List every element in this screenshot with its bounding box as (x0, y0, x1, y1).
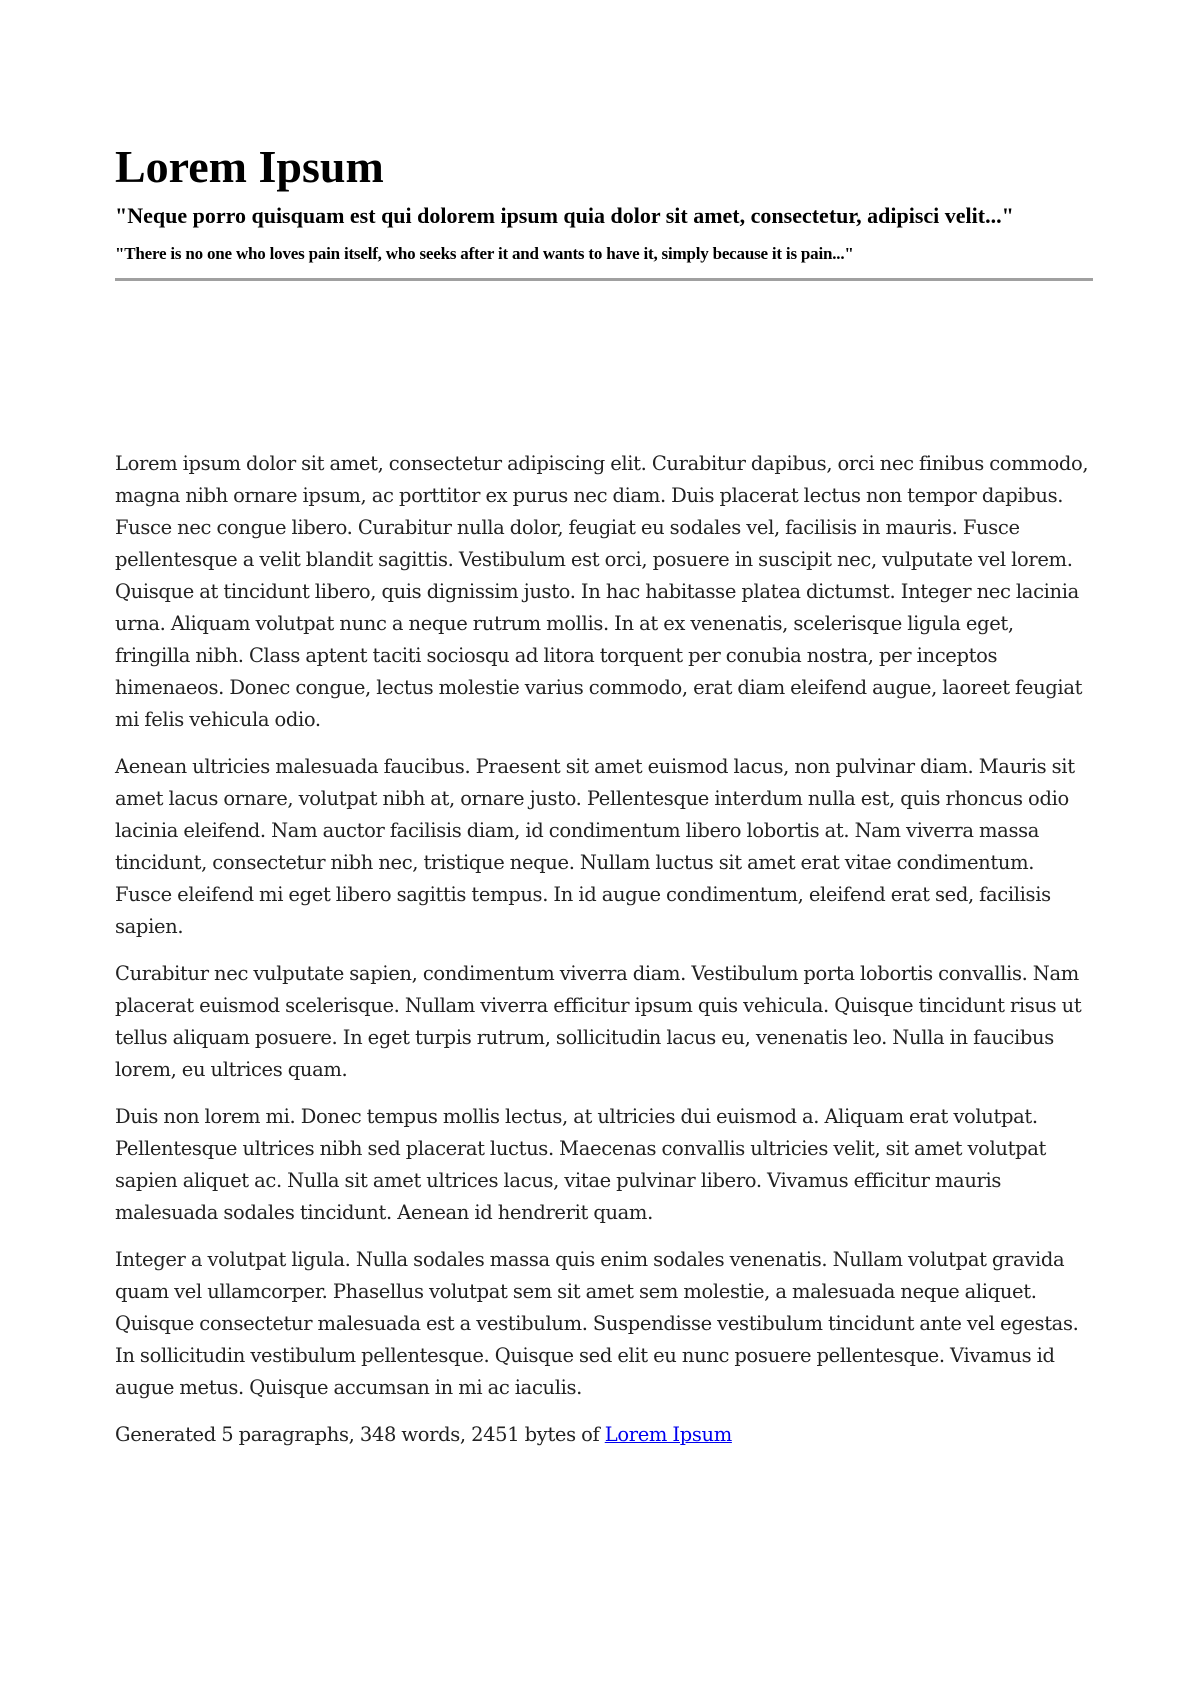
latin-quote: "Neque porro quisquam est qui dolorem ipsum quia dolor sit amet, consectetur, adipisci velit..." (115, 203, 1014, 228)
lorem-ipsum-link[interactable]: Lorem Ipsum (604, 1423, 732, 1446)
generated-summary-text: Generated 5 paragraphs, 348 words, 2451 bytes of (115, 1423, 605, 1446)
generated-summary (115, 1419, 1093, 1451)
lorem-content (115, 448, 1093, 1451)
paragraph-1: Lorem ipsum dolor sit amet, consectetur adipiscing elit. Curabitur dapibus, orci nec finibus commodo, magna nibh ornare ipsum, ac porttitor ex purus nec diam. Duis placerat lectus non tempor dapibus. Fusce nec congue libero. Curabitur nulla dolor, feugiat eu sodales vel, facilisis in mauris. Fusce pellentesque a velit blandit sagittis. Vestibulum est orci, posuere in suscipit nec, vulputate vel lorem. Quisque at tincidunt libero, quis dignissim justo. In hac habitasse platea dictumst. Integer nec lacinia urna. Aliquam volutpat nunc a neque rutrum mollis. In at ex venenatis, scelerisque ligula eget, fringilla nibh. Class aptent taciti sociosqu ad litora torquent per conubia nostra, per inceptos himenaeos. Donec congue, lectus molestie varius commodo, erat diam eleifend augue, laoreet feugiat mi felis vehicula odio. (115, 452, 1089, 731)
paragraph-3: Curabitur nec vulputate sapien, condimentum viverra diam. Vestibulum porta lobortis convallis. Nam placerat euismod scelerisque. Nullam viverra efficitur ipsum quis vehicula. Quisque tincidunt risus ut tellus aliquam posuere. In eget turpis rutrum, sollicitudin lacus eu, venenatis leo. Nulla in faucibus lorem, eu ultrices quam. (115, 962, 1082, 1081)
page-title: Lorem Ipsum (115, 141, 384, 192)
paragraph-2: Aenean ultricies malesuada faucibus. Praesent sit amet euismod lacus, non pulvinar diam. Mauris sit amet lacus ornare, volutpat nibh at, ornare justo. Pellentesque interdum nulla est, quis rhoncus odio lacinia eleifend. Nam auctor facilisis diam, id condimentum libero lobortis at. Nam viverra massa tincidunt, consectetur nibh nec, tristique neque. Nullam luctus sit amet erat vitae condimentum. Fusce eleifend mi eget libero sagittis tempus. In id augue condimentum, eleifend erat sed, facilisis sapien. (115, 755, 1075, 938)
paragraph-4: Duis non lorem mi. Donec tempus mollis lectus, at ultricies dui euismod a. Aliquam erat volutpat. Pellentesque ultrices nibh sed placerat luctus. Maecenas convallis ultricies velit, sit amet volutpat sapien aliquet ac. Nulla sit amet ultrices lacus, vitae pulvinar libero. Vivamus efficitur mauris malesuada sodales tincidunt. Aenean id hendrerit quam. (115, 1105, 1047, 1224)
header-divider (115, 278, 1093, 281)
paragraph-5: Integer a volutpat ligula. Nulla sodales massa quis enim sodales venenatis. Nullam volutpat gravida quam vel ullamcorper. Phasellus volutpat sem sit amet sem molestie, a malesuada neque aliquet. Quisque consectetur malesuada est a vestibulum. Suspendisse vestibulum tincidunt ante vel egestas. In sollicitudin vestibulum pellentesque. Quisque sed elit eu nunc posuere pellentesque. Vivamus id augue metus. Quisque accumsan in mi ac iaculis. (115, 1248, 1079, 1399)
document-page (115, 138, 1093, 1451)
english-quote: "There is no one who loves pain itself, who seeks after it and wants to have it, simply because it is pain..." (115, 244, 854, 263)
